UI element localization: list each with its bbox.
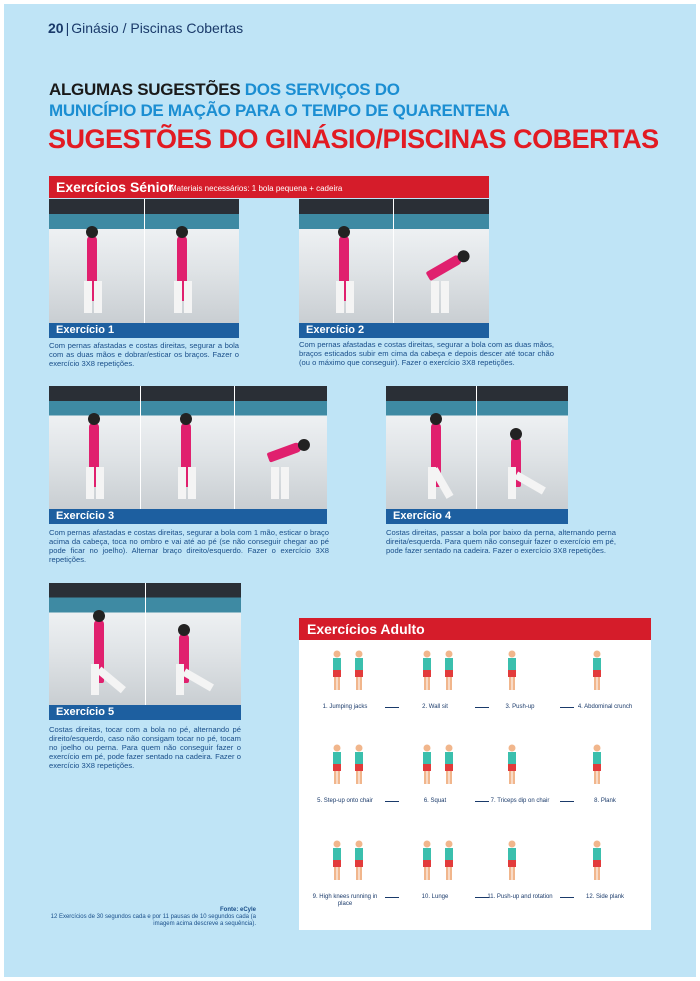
title-line-1: ALGUMAS SUGESTÕES DOS SERVIÇOS DO bbox=[49, 80, 400, 99]
source-note bbox=[50, 907, 256, 928]
photo-divider bbox=[145, 583, 146, 705]
exercise-2-text: Com pernas afastadas e costas direitas, segurar a bola com as duas mãos, braços esticados subir em cima da cabeça e depois descer até tocar chão (ou o máximo que conseguir). Fazer o exercício 3X8 repetições. bbox=[299, 340, 554, 367]
adult-exercise-label: 1. Jumping jacks bbox=[322, 704, 368, 710]
exercise-illustration bbox=[575, 838, 635, 884]
exercise-illustration bbox=[405, 742, 465, 788]
exercise-4-text: Costas direitas, passar a bola por baixo da perna, alternando perna direita/esquerda. Para quem não conseguir fazer o exercício em pé, pode fazer sentado na cadeira. Fazer o exercício 3X8 repetições. bbox=[386, 528, 616, 555]
photo-divider bbox=[140, 386, 141, 509]
adult-exercise-label: 11. Push-up and rotation bbox=[487, 894, 553, 900]
adult-exercise-label: 8. Plank bbox=[594, 798, 616, 804]
page-header: 20 | Ginásio / Piscinas Cobertas bbox=[48, 20, 244, 36]
exercise-4-photo bbox=[386, 386, 568, 509]
source-text: 12 Exercícios de 30 segundos cada e por 11 pausas de 10 segundos cada (a imagem acima descreve a sequência). bbox=[50, 914, 256, 927]
exercise-illustration bbox=[490, 838, 550, 884]
exercise-2-photo bbox=[299, 199, 489, 323]
title-line-2: MUNICÍPIO DE MAÇÃO PARA O TEMPO DE QUARENTENA bbox=[49, 101, 510, 120]
page-number: 20 bbox=[48, 20, 64, 36]
exercise-illustration bbox=[405, 648, 465, 694]
adult-exercise-label: 3. Push-up bbox=[505, 704, 535, 710]
adult-exercise-label: 6. Squat bbox=[423, 798, 447, 804]
adult-exercise-label: 7. Triceps dip on chair bbox=[490, 798, 550, 804]
exercise-5-text: Costas direitas, tocar com a bola no pé, alternando pé direito/esquerdo, caso não consigam tocar no pé, tocam no joelho ou perna. Para quem não conseguir fazer o exercício em pé, pode fazer sentado na cadeira. Fazer o exercício 3X8 repetições. bbox=[49, 725, 241, 770]
section-name: Ginásio / Piscinas Cobertas bbox=[71, 20, 244, 36]
exercise-3-text: Com pernas afastadas e costas direitas, segurar a bola com 1 mão, esticar o braço acima da cabeça, toca no ombro e vai até ao pé (se não conseguir chegar ao pé pode ficar no joelho). Alternar braço direito/esquerdo. Fazer o exercício 3X8 repetições. bbox=[49, 528, 329, 564]
exercise-illustration bbox=[490, 742, 550, 788]
exercise-3-bar: Exercício 3 bbox=[49, 509, 327, 524]
adult-exercise-label: 4. Abdominal crunch bbox=[577, 704, 633, 710]
photo-divider bbox=[476, 386, 477, 509]
exercise-illustration bbox=[315, 648, 375, 694]
senior-heading: Exercícios Sénior bbox=[56, 179, 174, 195]
photo-divider bbox=[393, 199, 394, 323]
adult-exercise-label: 2. Wall sit bbox=[422, 704, 448, 710]
adult-exercise-label: 10. Lunge bbox=[421, 894, 449, 900]
exercise-1-text: Com pernas afastadas e costas direitas, segurar a bola com as duas mãos e dobrar/esticar os braços. Fazer o exercício 3X8 repetições. bbox=[49, 341, 239, 368]
adult-exercise-label: 12. Side plank bbox=[585, 894, 625, 900]
exercise-illustration bbox=[575, 648, 635, 694]
exercise-illustration bbox=[315, 742, 375, 788]
photo-divider bbox=[234, 386, 235, 509]
exercise-1-bar: Exercício 1 bbox=[49, 323, 239, 338]
exercise-5-bar: Exercício 5 bbox=[49, 705, 241, 720]
photo-divider bbox=[144, 199, 145, 323]
main-title: SUGESTÕES DO GINÁSIO/PISCINAS COBERTAS bbox=[48, 124, 659, 154]
adult-heading: Exercícios Adulto bbox=[307, 621, 425, 637]
exercise-2-bar: Exercício 2 bbox=[299, 323, 489, 338]
adult-exercise-label: 9. High knees running in place bbox=[312, 894, 378, 907]
exercise-3-photo bbox=[49, 386, 327, 509]
source-label: Fonte: eCyle bbox=[219, 907, 256, 913]
exercise-illustration bbox=[405, 838, 465, 884]
exercise-illustration bbox=[575, 742, 635, 788]
exercise-illustration bbox=[490, 648, 550, 694]
adult-exercise-label: 5. Step-up onto chair bbox=[317, 798, 373, 804]
senior-heading-bar bbox=[49, 176, 489, 198]
adult-heading-bar bbox=[299, 618, 651, 640]
senior-materials: Materiais necessários: 1 bola pequena + cadeira bbox=[170, 184, 343, 193]
exercise-illustration bbox=[315, 838, 375, 884]
exercise-4-bar: Exercício 4 bbox=[386, 509, 568, 524]
